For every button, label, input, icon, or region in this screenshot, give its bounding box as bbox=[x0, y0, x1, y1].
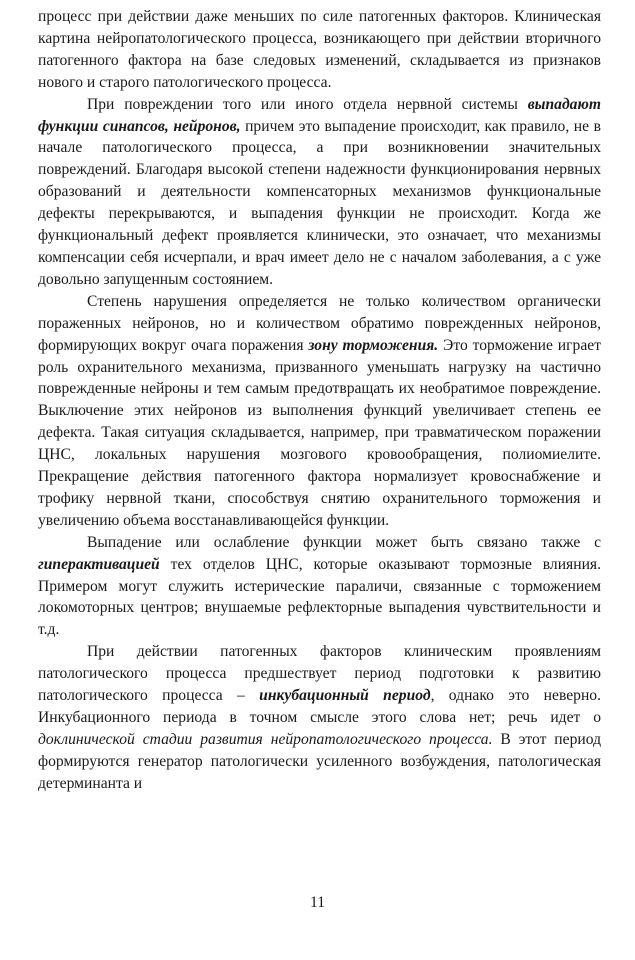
paragraph-5-text-c: В этот период формируются генератор патологически усиленного возбуждения, патологическая детерминанта и bbox=[38, 730, 601, 792]
paragraph-2 bbox=[38, 94, 601, 291]
paragraph-2-text-b: причем это выпадение происходит, как правило, не в начале патологического процесса, а при возникновении значительных повреждений. Благодаря высокой степени надежности функционирования нервных образований и деятельности компенсаторных механизмов функциональные дефекты перекрываются, и выпадения функции не происходит. Когда же функциональный дефект проявляется клинически, это означает, что механизмы компенсации себя исчерпали, и врач имеет дело не с началом заболевания, а с уже довольно запущенным состоянием. bbox=[38, 117, 601, 288]
italic-term-preclinical-stage: доклинической стадии развития нейропатологического процесса. bbox=[38, 730, 493, 748]
paragraph-5-text-b: , однако это неверно. Инкубационного периода в точном смысле этого слова нет; речь идет о bbox=[38, 687, 601, 726]
paragraph-5-text-a: При действии патогенных факторов клиническим проявлениям патологического процесса предшествует период подготовки к развитию патологического процесса – bbox=[38, 643, 601, 705]
emphasis-term-inhibition-zone: зону торможения. bbox=[308, 336, 439, 354]
emphasis-term-incubation-period: инкубационный период bbox=[259, 687, 431, 705]
paragraph-4-text-b: тех отделов ЦНС, которые оказывают тормозные влияния. Примером могут служить истерические параличи, связанные с торможением локомоторных центров; внушаемые рефлекторные выпадения чувствительности и т.д. bbox=[38, 555, 601, 639]
paragraph-3-text-b: Это торможение играет роль охранительного механизма, призванного уменьшать нагрузку на частично поврежденные нейроны и тем самым предотвращать их необратимое повреждение. Выключение этих нейронов из выполнения функций увеличивает степень ее дефекта. Такая ситуация складывается, например, при травматическом поражении ЦНС, локальных нарушения мозгового кровообращения, полиомиелите. Прекращение действия патогенного фактора нормализует кровоснабжение и трофику нервной ткани, способствуя снятию охранительного торможения и увеличению объема восстанавливающейся функции. bbox=[38, 336, 602, 529]
page-body bbox=[38, 6, 601, 795]
emphasis-term-hyperactivation: гиперактивацией bbox=[38, 555, 160, 573]
page-number: 11 bbox=[309, 894, 325, 911]
paragraph-5 bbox=[38, 641, 601, 794]
paragraph-4-text-a: Выпадение или ослабление функции может быть связано также с bbox=[87, 533, 601, 551]
paragraph-3 bbox=[38, 291, 601, 532]
paragraph-1 bbox=[38, 6, 601, 94]
paragraph-1-text: процесс при действии даже меньших по силе патогенных факторов. Клиническая картина нейропатологического процесса, возникающего при действии вторичного патогенного фактора на базе следовых изменений, складывается из признаков нового и старого патологического процесса. bbox=[38, 8, 601, 91]
paragraph-3-text-a: Степень нарушения определяется не только количеством органически пораженных нейронов, но и количеством обратимо поврежденных нейронов, формирующих вокруг очага поражения bbox=[38, 292, 601, 354]
paragraph-4 bbox=[38, 532, 601, 642]
paragraph-2-text-a: При повреждении того или иного отдела нервной системы bbox=[87, 95, 528, 113]
emphasis-term-synapse-loss: выпадают функции синапсов, нейронов, bbox=[38, 95, 601, 135]
